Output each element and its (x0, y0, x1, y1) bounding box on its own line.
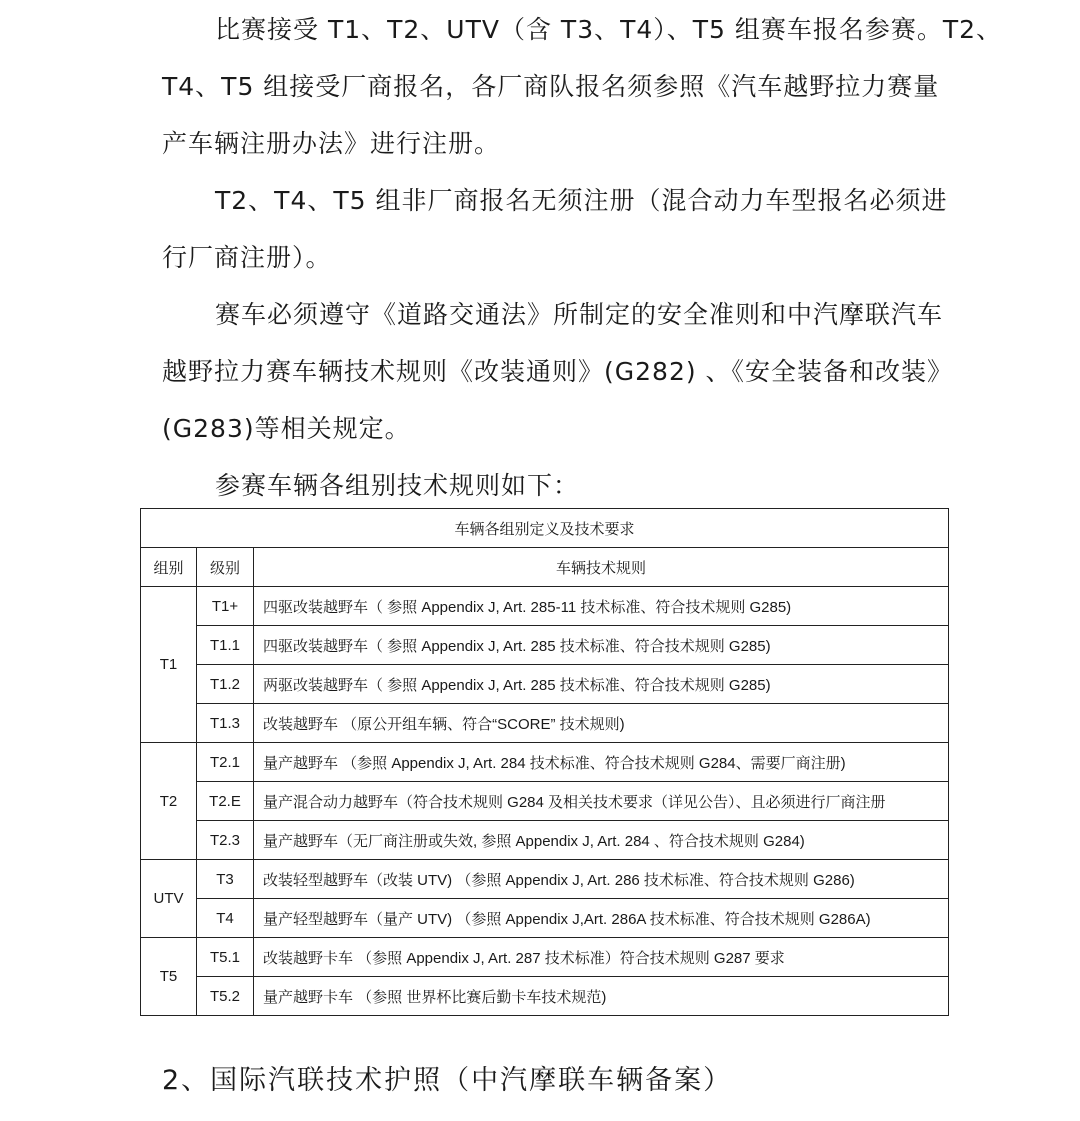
section-heading: 2、国际汽联技术护照（中汽摩联车辆备案） (162, 1065, 733, 1096)
paragraph-line: 越野拉力赛车辆技术规则《改装通则》(G282) 、《安全装备和改装》 (162, 357, 954, 386)
paragraph-line: 行厂商注册）。 (162, 243, 332, 272)
class-cell: T2.1 (197, 743, 254, 782)
rule-cell: 改装轻型越野车（改装 UTV) （参照 Appendix J, Art. 286 技术标准、符合技术规则 G286) (254, 860, 949, 899)
rule-cell: 四驱改装越野车（ 参照 Appendix J, Art. 285 技术标准、符合技术规则 G285) (254, 626, 949, 665)
table-header-row (141, 548, 949, 587)
table-row (141, 977, 949, 1016)
class-cell: T2.3 (197, 821, 254, 860)
rule-cell: 两驱改装越野车（ 参照 Appendix J, Art. 285 技术标准、符合技术规则 G285) (254, 665, 949, 704)
paragraph-line: 产车辆注册办法》进行注册。 (162, 129, 501, 158)
class-cell: T1.2 (197, 665, 254, 704)
paragraph-line: 赛车必须遵守《道路交通法》所制定的安全准则和中汽摩联汽车 (215, 300, 944, 329)
table-row (141, 626, 949, 665)
table-row (141, 782, 949, 821)
class-cell: T5.1 (197, 938, 254, 977)
rule-cell: 改装越野卡车 （参照 Appendix J, Art. 287 技术标准）符合技术规则 G287 要求 (254, 938, 949, 977)
group-cell: UTV (141, 860, 197, 938)
class-cell: T1.3 (197, 704, 254, 743)
rule-cell: 量产越野车（无厂商注册或失效, 参照 Appendix J, Art. 284 、符合技术规则 G284) (254, 821, 949, 860)
rule-cell: 量产越野车 （参照 Appendix J, Art. 284 技术标准、符合技术规则 G284、需要厂商注册) (254, 743, 949, 782)
table-caption: 车辆各组别定义及技术要求 (141, 509, 949, 548)
table-row (141, 821, 949, 860)
table-row (141, 743, 949, 782)
table-caption-row (141, 509, 949, 548)
group-cell: T2 (141, 743, 197, 860)
rule-cell: 量产轻型越野车（量产 UTV) （参照 Appendix J,Art. 286A 技术标准、符合技术规则 G286A) (254, 899, 949, 938)
class-cell: T5.2 (197, 977, 254, 1016)
class-cell: T1.1 (197, 626, 254, 665)
class-cell: T2.E (197, 782, 254, 821)
header-class: 级别 (197, 548, 254, 587)
rule-cell: 改装越野车 （原公开组车辆、符合“SCORE” 技术规则) (254, 704, 949, 743)
paragraph-line: 比赛接受 T1、T2、UTV（含 T3、T4）、T5 组赛车报名参赛。T2、 (215, 15, 1003, 44)
table-row (141, 899, 949, 938)
paragraph-line: (G283)等相关规定。 (162, 414, 411, 443)
rule-cell: 四驱改装越野车（ 参照 Appendix J, Art. 285-11 技术标准、符合技术规则 G285) (254, 587, 949, 626)
rule-cell: 量产越野卡车 （参照 世界杯比赛后勤卡车技术规范) (254, 977, 949, 1016)
table-row (141, 704, 949, 743)
header-rule: 车辆技术规则 (254, 548, 949, 587)
paragraph-line: T4、T5 组接受厂商报名，各厂商队报名须参照《汽车越野拉力赛量 (162, 72, 940, 101)
table-row (141, 860, 949, 899)
paragraph-line: T2、T4、T5 组非厂商报名无须注册（混合动力车型报名必须进 (215, 186, 948, 215)
class-cell: T1+ (197, 587, 254, 626)
header-group: 组别 (141, 548, 197, 587)
technical-rules-table (140, 508, 949, 1016)
class-cell: T4 (197, 899, 254, 938)
group-cell: T5 (141, 938, 197, 1016)
rule-cell: 量产混合动力越野车（符合技术规则 G284 及相关技术要求（详见公告）、且必须进行厂商注册 (254, 782, 949, 821)
table-row (141, 938, 949, 977)
class-cell: T3 (197, 860, 254, 899)
group-cell: T1 (141, 587, 197, 743)
table-row (141, 587, 949, 626)
table-row (141, 665, 949, 704)
paragraph-line: 参赛车辆各组别技术规则如下： (215, 471, 580, 500)
